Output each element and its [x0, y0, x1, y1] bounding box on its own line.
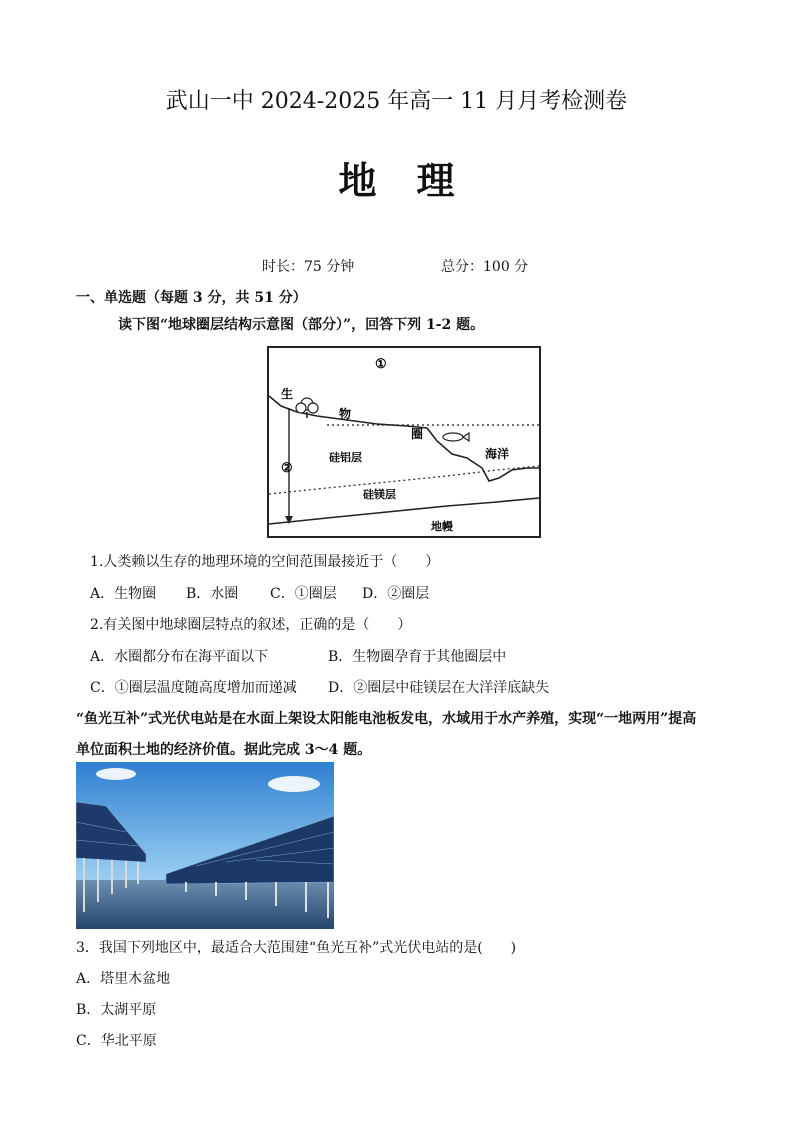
exam-total-score: 总分：100 分: [441, 259, 529, 275]
label-sima: 硅镁层: [363, 488, 396, 501]
material-intro-line1: “鱼光互补”式光伏电站是在水面上架设太阳能电池板发电，水域用于水产养殖，实现“一地两用”提高: [76, 711, 697, 727]
fish-solar-photo: [76, 762, 334, 929]
label-circle2: ②: [281, 461, 293, 476]
material-intro-line2: 单位面积土地的经济价值。据此完成 3～4 题。: [76, 742, 372, 758]
subject-title: 地理: [338, 158, 495, 203]
q1-stem: 1.人类赖以生存的地理环境的空间范围最接近于（ ）: [90, 554, 440, 570]
q2-stem: 2.有关图中地球圈层特点的叙述，正确的是（ ）: [90, 617, 412, 633]
q2-option-a[interactable]: A．水圈都分布在海平面以下: [90, 649, 269, 665]
q2-option-c[interactable]: C．①圈层温度随高度增加而递减: [90, 680, 297, 696]
q3-stem: 3．我国下列地区中，最适合大范围建“鱼光互补”式光伏电站的是( ): [76, 940, 517, 956]
exam-title: 武山一中 2024-2025 年高一 11 月月考检测卷: [165, 89, 628, 114]
label-ocean: 海洋: [485, 447, 510, 461]
q1-option-b[interactable]: B．水圈: [186, 586, 239, 602]
label-bio-2: 物: [339, 407, 352, 421]
q2-option-b[interactable]: B．生物圈孕育于其他圈层中: [328, 649, 507, 665]
q3-option-c[interactable]: C．华北平原: [76, 1033, 157, 1049]
figure1-intro: 读下图“地球圈层结构示意图（部分）”，回答下列 1-2 题。: [118, 317, 485, 333]
q3-option-b[interactable]: B．太湖平原: [76, 1002, 157, 1018]
label-circle1: ①: [375, 357, 387, 372]
q1-option-c[interactable]: C．①圈层: [270, 586, 337, 602]
label-quan: 圈: [411, 427, 424, 441]
q1-option-a[interactable]: A．生物圈: [90, 586, 157, 602]
label-mantle: 地幔: [431, 520, 453, 533]
label-bio-1: 生: [281, 387, 294, 401]
earth-sphere-diagram: [267, 346, 541, 538]
exam-duration: 时长：75 分钟: [262, 259, 355, 275]
label-sial: 硅铝层: [329, 451, 362, 464]
section-heading: 一、单选题（每题 3 分，共 51 分）: [76, 290, 307, 306]
q1-option-d[interactable]: D．②圈层: [362, 586, 430, 602]
q3-option-a[interactable]: A．塔里木盆地: [76, 971, 171, 987]
q2-option-d[interactable]: D．②圈层中硅镁层在大洋洋底缺失: [328, 680, 550, 696]
